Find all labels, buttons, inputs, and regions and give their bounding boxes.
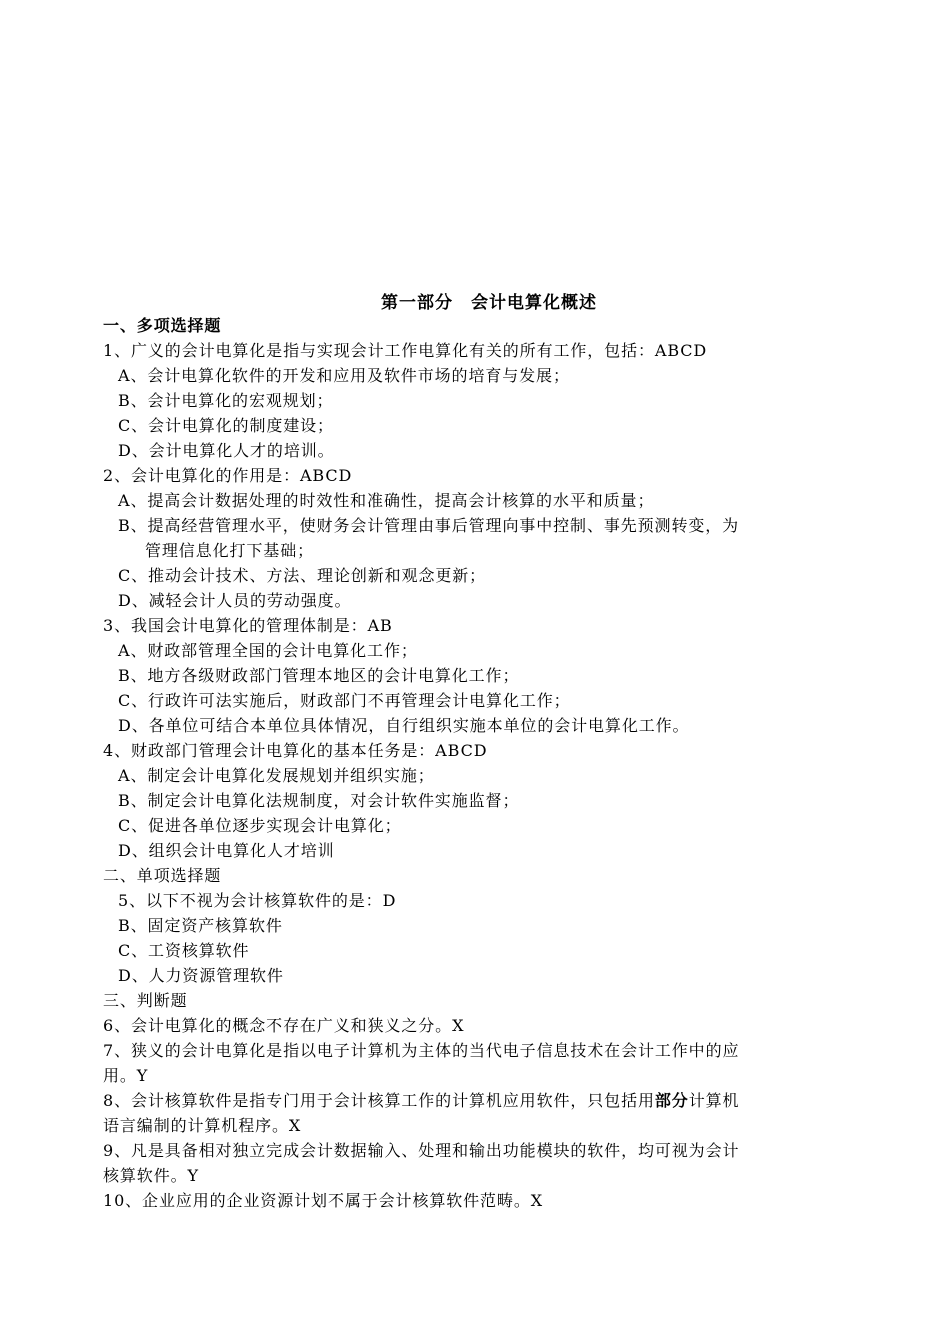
option-1b: B、会计电算化的宏观规划；	[118, 391, 334, 410]
option-2a: A、提高会计数据处理的时效性和准确性，提高会计核算的水平和质量；	[118, 491, 655, 510]
option-1c: C、会计电算化的制度建设；	[118, 416, 334, 435]
section-heading-multiple-choice: 一、多项选择题	[103, 316, 222, 335]
option-1d: D、会计电算化人才的培训。	[118, 441, 335, 460]
question-8-text-start: 8、会计核算软件是指专门用于会计核算工作的计算机应用软件，只包括用	[103, 1091, 655, 1110]
option-1a: A、会计电算化软件的开发和应用及软件市场的培育与发展；	[118, 366, 570, 385]
option-3b: B、地方各级财政部门管理本地区的会计电算化工作；	[118, 666, 520, 685]
option-5b: B、固定资产核算软件	[118, 916, 283, 935]
option-4c: C、促进各单位逐步实现会计电算化；	[118, 816, 402, 835]
option-5d: D、人力资源管理软件	[118, 966, 284, 985]
option-3d: D、各单位可结合本单位具体情况，自行组织实施本单位的会计电算化工作。	[118, 716, 690, 735]
question-5: 5、以下不视为会计核算软件的是：D	[118, 891, 397, 910]
option-4a: A、制定会计电算化发展规划并组织实施；	[118, 766, 435, 785]
option-4d: D、组织会计电算化人才培训	[118, 841, 335, 860]
question-8-bold-emphasis: 部分	[654, 1091, 689, 1110]
option-2b-continued: 管理信息化打下基础；	[145, 541, 315, 560]
option-4b: B、制定会计电算化法规制度，对会计软件实施监督；	[118, 791, 520, 810]
question-7-continued: 用。Y	[103, 1066, 149, 1085]
question-8-text-end: 计算机	[688, 1091, 740, 1110]
question-6: 6、会计电算化的概念不存在广义和狭义之分。X	[103, 1016, 465, 1035]
option-2d: D、减轻会计人员的劳动强度。	[118, 591, 352, 610]
question-9: 9、凡是具备相对独立完成会计数据输入、处理和输出功能模块的软件，均可视为会计	[103, 1141, 740, 1160]
option-3c: C、行政许可法实施后，财政部门不再管理会计电算化工作；	[118, 691, 571, 710]
page-title: 第一部分 会计电算化概述	[381, 293, 597, 313]
section-heading-single-choice: 二、单项选择题	[103, 866, 222, 885]
question-8	[103, 1089, 739, 1113]
question-2: 2、会计电算化的作用是：ABCD	[103, 466, 353, 485]
question-8-continued: 语言编制的计算机程序。X	[103, 1116, 302, 1135]
question-10: 10、企业应用的企业资源计划不属于会计核算软件范畴。X	[103, 1191, 544, 1210]
question-4: 4、财政部门管理会计电算化的基本任务是：ABCD	[103, 741, 488, 760]
option-2b: B、提高经营管理水平，使财务会计管理由事后管理向事中控制、事先预测转变，为	[118, 516, 740, 535]
question-3: 3、我国会计电算化的管理体制是：AB	[103, 616, 393, 635]
option-5c: C、工资核算软件	[118, 941, 250, 960]
question-7: 7、狭义的会计电算化是指以电子计算机为主体的当代电子信息技术在会计工作中的应	[103, 1041, 740, 1060]
question-9-continued: 核算软件。Y	[103, 1166, 199, 1185]
option-3a: A、财政部管理全国的会计电算化工作；	[118, 641, 418, 660]
section-heading-true-false: 三、判断题	[103, 991, 188, 1010]
question-1: 1、广义的会计电算化是指与实现会计工作电算化有关的所有工作，包括：ABCD	[103, 341, 708, 360]
option-2c: C、推动会计技术、方法、理论创新和观念更新；	[118, 566, 487, 585]
